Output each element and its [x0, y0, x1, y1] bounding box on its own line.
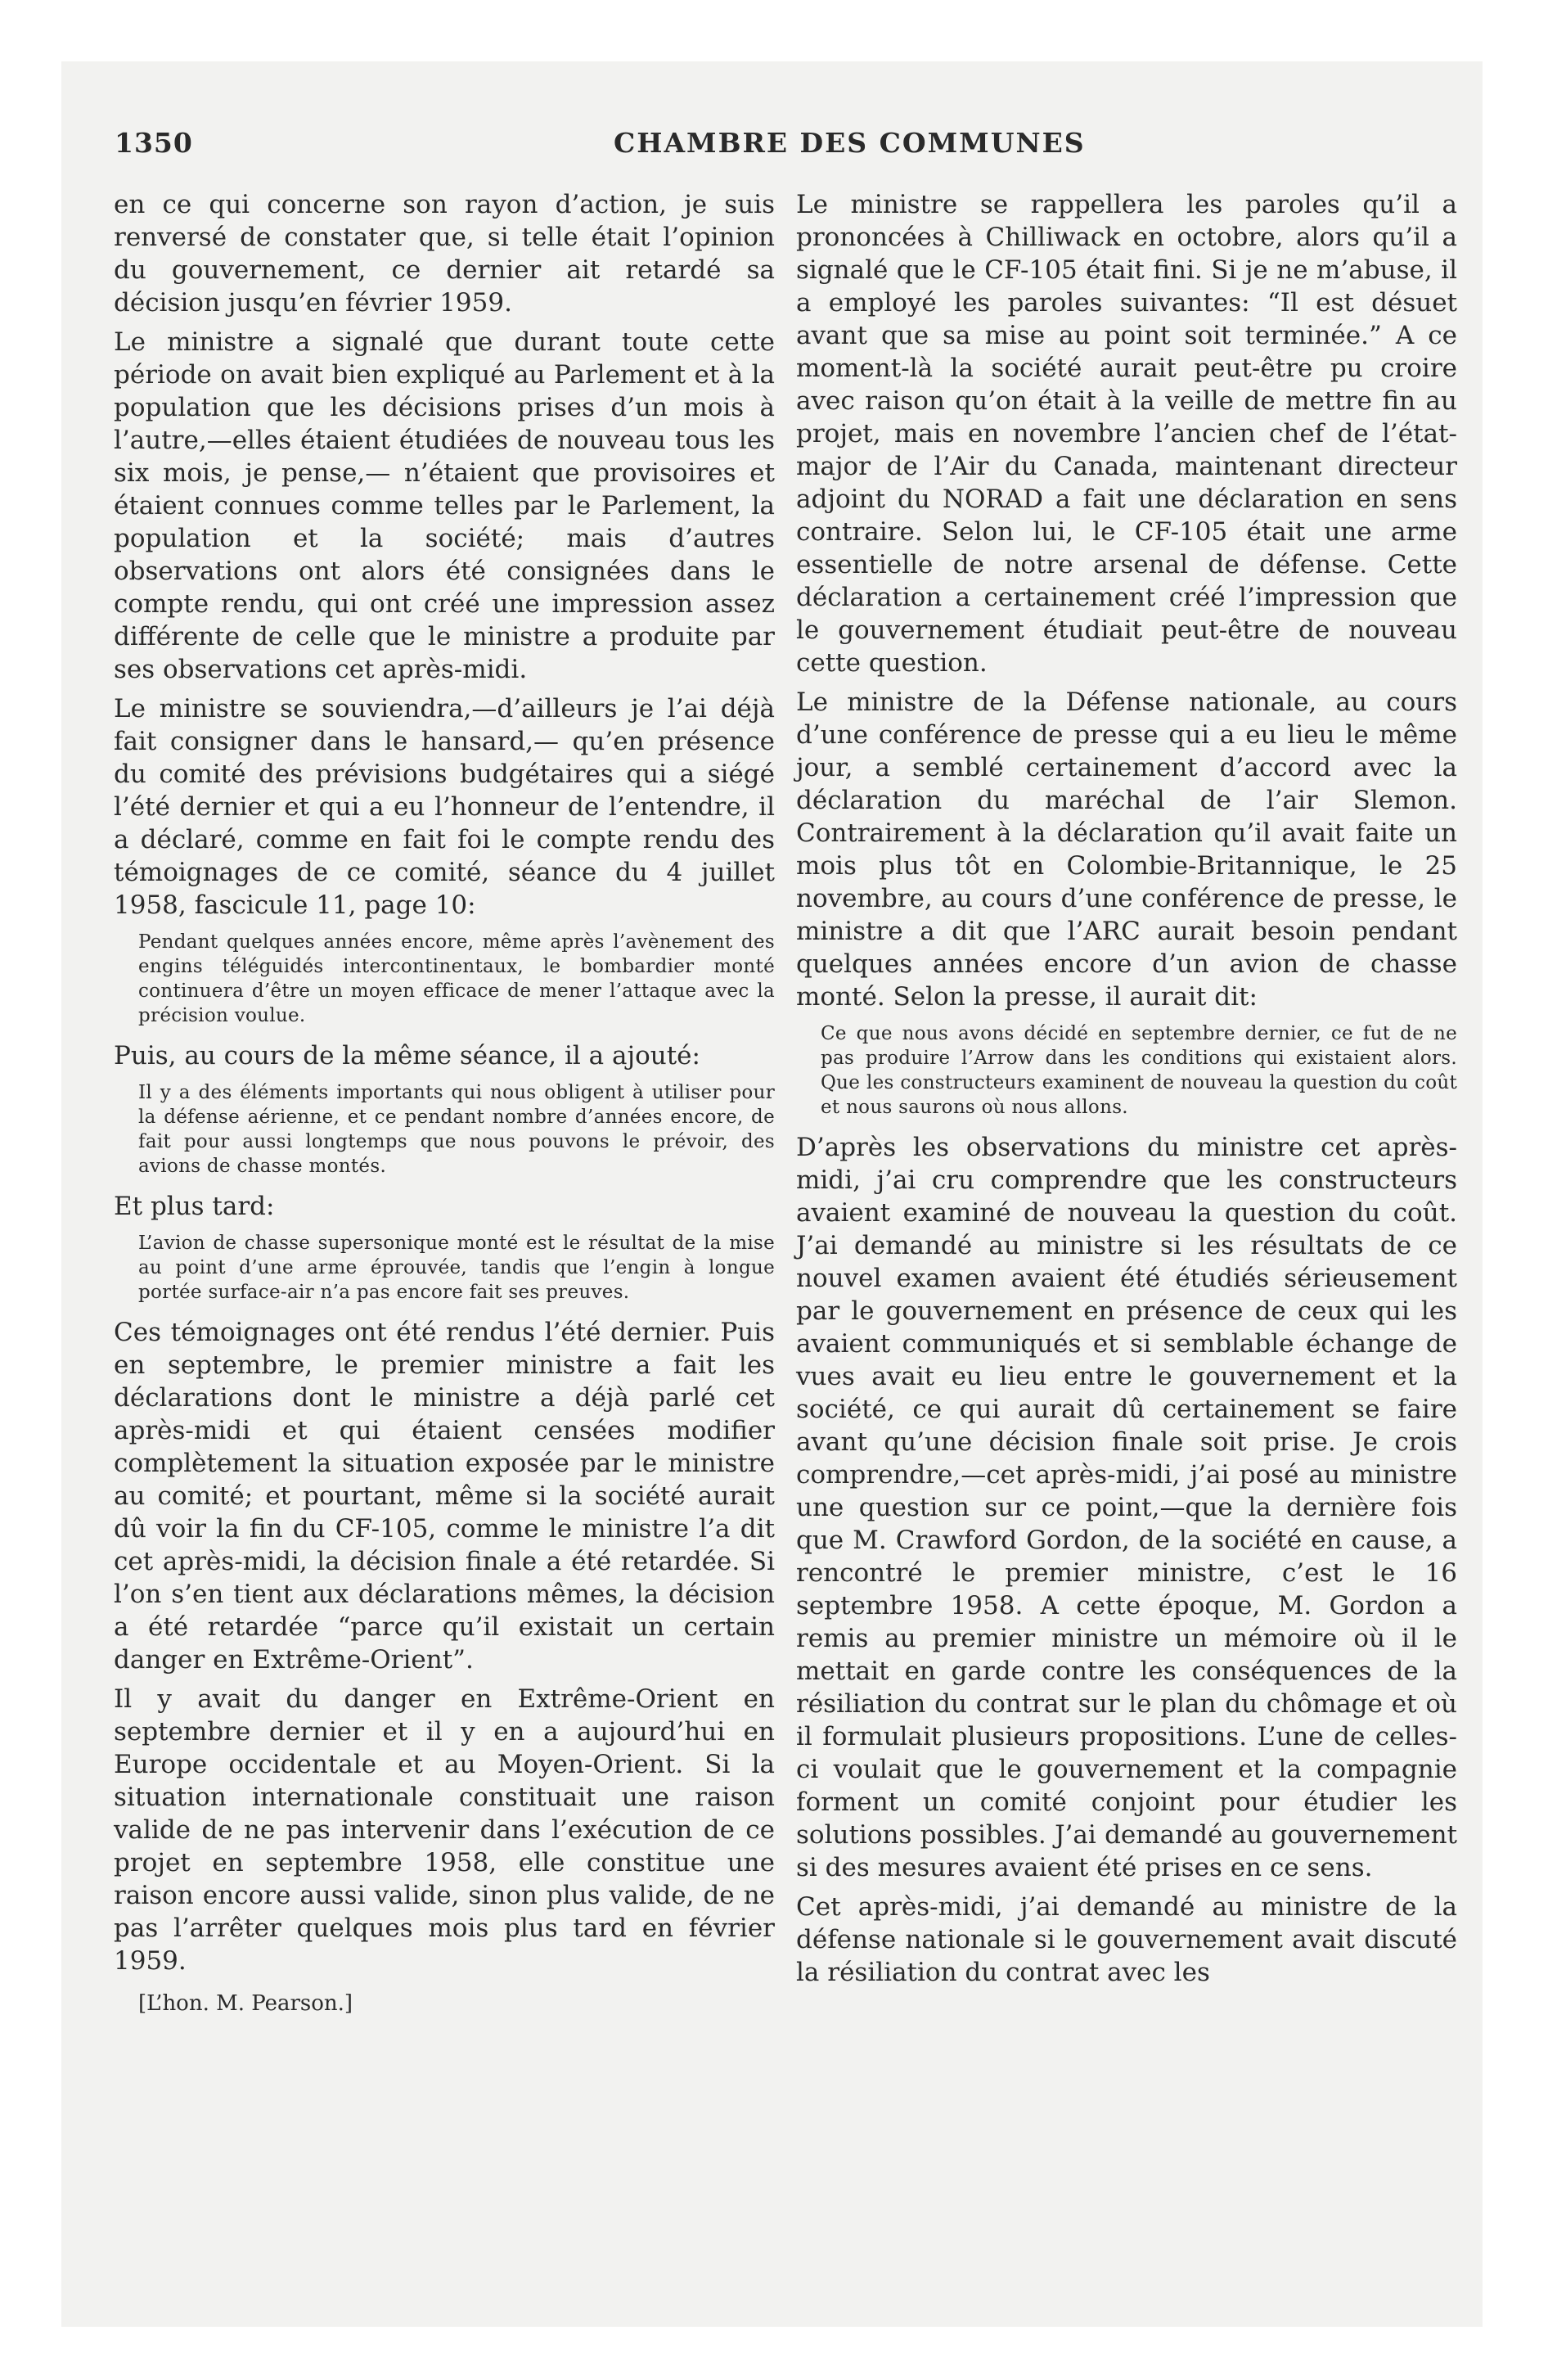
- paragraph: Le ministre de la Défense nationale, au cours d’une conférence de presse qui a eu lieu le même jour, a semblé certainement d’accord avec la déclaration du maréchal de l’air Slemon. Contrairement à la déclaration qu’il avait faite un mois plus tôt en Colombie-Britannique, le 25 novembre, au cours d’une conférence de presse, le ministre a dit que l’ARC aurait besoin pendant quelques années encore d’un avion de chasse monté. Selon la presse, il aurait dit:: [796, 687, 1457, 1012]
- paragraph: Le ministre se rappellera les paroles qu’il a prononcées à Chilliwack en octobre, alors qu’il a signalé que le CF-105 était fini. Si je ne m’abuse, il a employé les paroles suivantes: “Il est désuet avant que sa mise au point soit terminée.” A ce moment-là la société aurait peut-être pu croire avec raison qu’on était à la veille de mettre fin au projet, mais en novembre l’ancien chef de l’état-major de l’Air du Canada, maintenant directeur adjoint du NORAD a fait une déclaration en sens contraire. Selon lui, le CF-105 était une arme essentielle de notre arsenal de défense. Cette déclaration a certainement créé l’impression que le gouvernement étudiait peut-être de nouveau cette question.: [796, 190, 1457, 678]
- paragraph: Et plus tard:: [114, 1192, 275, 1221]
- paragraph: en ce qui concerne son rayon d’action, je suis renversé de constater que, si telle était l’opinion du gouvernement, ce dernier ait retardé sa décision jusqu’en février 1959.: [114, 190, 775, 318]
- scanned-page: [61, 61, 1483, 2327]
- page-number: 1350: [115, 127, 193, 159]
- block-quote: Il y a des éléments importants qui nous obligent à utiliser pour la défense aérienne, et ce pendant nombre d’années encore, de fait pour aussi longtemps que nous pouvons le prévoir, des avions de chasse montés.: [138, 1082, 775, 1177]
- page-header: [115, 127, 1432, 168]
- paragraph: Le ministre a signalé que durant toute cette période on avait bien expliqué au Parlement et à la population que les décisions prises d’un mois à l’autre,—elles étaient étudiées de nouveau tous les six mois, je pense,— n’étaient que provisoires et étaient connues comme telles par le Parlement, la population et la société; mais d’autres observations ont alors été consignées dans le compte rendu, qui ont créé une impression assez différente de celle que le ministre a produite par ses observations cet après-midi.: [114, 327, 775, 684]
- right-column: [796, 188, 1457, 1995]
- paragraph: D’après les observations du ministre cet après-midi, j’ai cru comprendre que les constructeurs avaient examiné de nouveau la question du coût. J’ai demandé au ministre si les résultats de ce nouvel examen avaient été étudiés sérieusement par le gouvernement en présence de ceux qui les avaient communiqués et si semblable échange de vues avait eu lieu entre le gouvernement et la société, ce qui aurait dû certainement se faire avant qu’une décision finale soit prise. Je crois comprendre,—cet après-midi, j’ai posé au ministre une question sur ce point,—que la dernière fois que M. Crawford Gordon, de la société en cause, a rencontré le premier ministre, c’est le 16 septembre 1958. A cette époque, M. Gordon a remis au premier ministre un mémoire où il le mettait en garde contre les conséquences de la résiliation du contrat sur le plan du chômage et où il formulait plusieurs propositions. L’une de celles-ci voulait que le gouvernement et la compagnie forment un comité conjoint pour étudier les solutions possibles. J’ai demandé au gouvernement si des mesures avaient été prises en ce sens.: [796, 1133, 1457, 1882]
- block-quote: Ce que nous avons décidé en septembre dernier, ce fut de ne pas produire l’Arrow dans les conditions qui existaient alors. Que les constructeurs examinent de nouveau la question du coût et nous saurons où nous allons.: [821, 1023, 1457, 1118]
- paragraph: Le ministre se souviendra,—d’ailleurs je l’ai déjà fait consigner dans le hansard,— qu’en présence du comité des prévisions budgétaires qui a siégé l’été dernier et qui a eu l’honneur de l’entendre, il a déclaré, comme en fait foi le compte rendu des témoignages de ce comité, séance du 4 juillet 1958, fascicule 11, page 10:: [114, 694, 775, 920]
- paragraph: Il y avait du danger en Extrême-Orient en septembre dernier et il y en a aujourd’hui en Europe occidentale et au Moyen-Orient. Si la situation internationale constituait une raison valide de ne pas intervenir dans l’exécution de ce projet en septembre 1958, elle constitue une raison encore aussi valide, sinon plus valide, de ne pas l’arrêter quelques mois plus tard en février 1959.: [114, 1684, 775, 1976]
- left-column: [114, 188, 775, 2026]
- speaker-attribution: [L’hon. M. Pearson.]: [138, 1991, 353, 2016]
- running-title: CHAMBRE DES COMMUNES: [614, 127, 1086, 159]
- block-quote: Pendant quelques années encore, même après l’avènement des engins téléguidés intercontinentaux, le bombardier monté continuera d’être un moyen efficace de mener l’attaque avec la précision voulue.: [138, 931, 775, 1026]
- paragraph: Puis, au cours de la même séance, il a ajouté:: [114, 1041, 700, 1071]
- paragraph: Cet après-midi, j’ai demandé au ministre de la défense nationale si le gouvernement avait discuté la résiliation du contrat avec les: [796, 1892, 1457, 1987]
- paragraph: Ces témoignages ont été rendus l’été dernier. Puis en septembre, le premier ministre a fait les déclarations dont le ministre a déjà parlé cet après-midi et qui étaient censées modifier complètement la situation exposée par le ministre au comité; et pourtant, même si la société aurait dû voir la fin du CF-105, comme le ministre l’a dit cet après-midi, la décision finale a été retardée. Si l’on s’en tient aux déclarations mêmes, la décision a été retardée “parce qu’il existait un certain danger en Extrême-Orient”.: [114, 1318, 775, 1675]
- block-quote: L’avion de chasse supersonique monté est le résultat de la mise au point d’une arme éprouvée, tandis que l’engin à longue portée surface-air n’a pas encore fait ses preuves.: [138, 1233, 775, 1303]
